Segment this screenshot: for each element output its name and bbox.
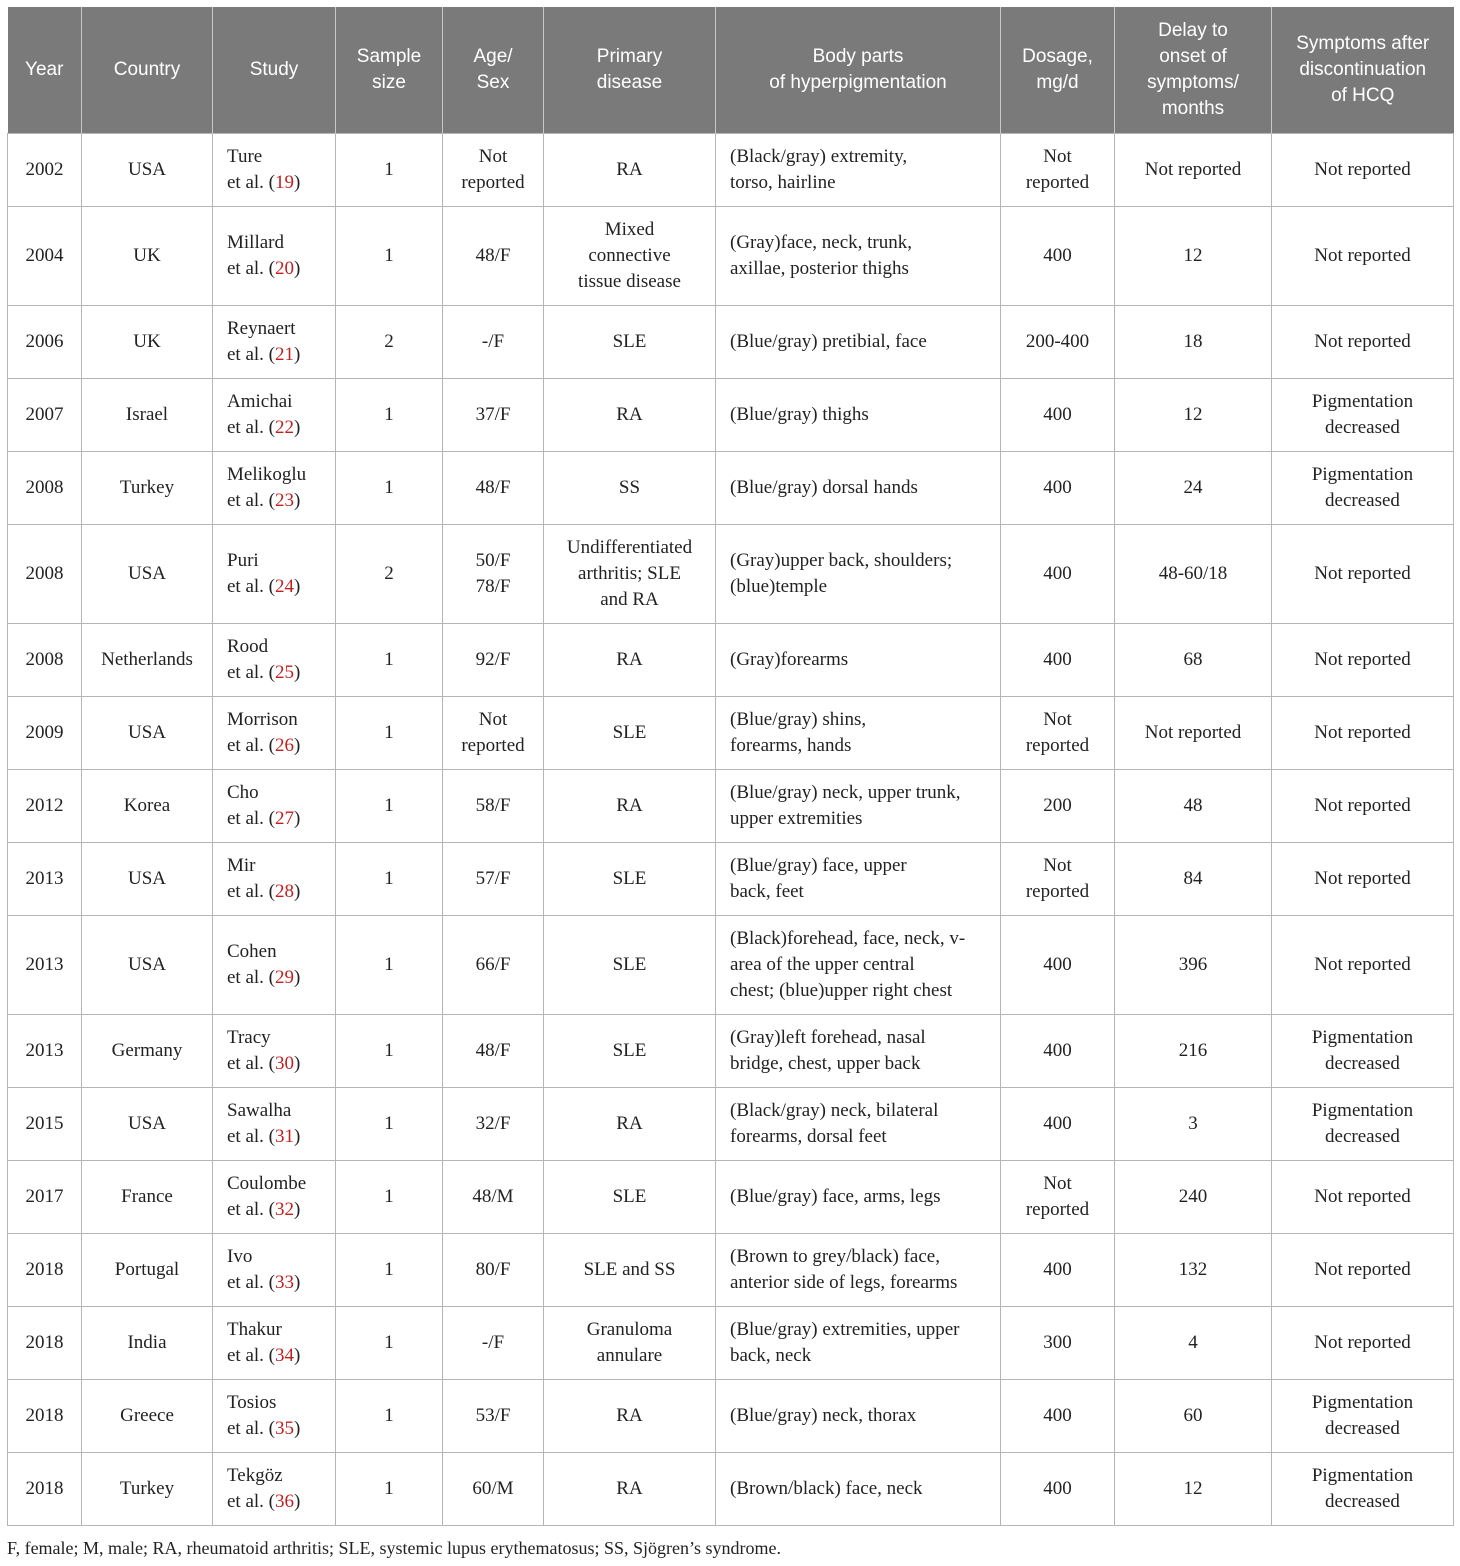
cell-dosage: 200-400	[1001, 306, 1115, 379]
cell-body-parts: (Blue/gray) face, upper back, feet	[716, 843, 1001, 916]
cell-age-sex: 48/F	[443, 1015, 544, 1088]
header-country: Country	[82, 7, 213, 134]
case-reports-table	[7, 7, 1454, 1526]
study-author: Tekgöz	[227, 1465, 283, 1486]
header-sample-size: Sample size	[336, 7, 443, 134]
study-reference-link[interactable]: 34	[275, 1345, 295, 1366]
cell-country: Greece	[82, 1380, 213, 1453]
table-row	[8, 1453, 1454, 1526]
table-row	[8, 525, 1454, 624]
study-etal-close: )	[294, 1126, 301, 1147]
table-row	[8, 624, 1454, 697]
cell-delay: 3	[1115, 1088, 1272, 1161]
study-author: Melikoglu	[227, 464, 307, 485]
header-delay: Delay to onset of symptoms/ months	[1115, 7, 1272, 134]
cell-year: 2013	[8, 916, 82, 1015]
cell-after-discontinuation: Not reported	[1272, 624, 1454, 697]
cell-delay: 12	[1115, 379, 1272, 452]
header-after-discontinuation: Symptoms after discontinuation of HCQ	[1272, 7, 1454, 134]
study-reference-link[interactable]: 22	[275, 417, 295, 438]
study-reference-link[interactable]: 26	[275, 735, 295, 756]
study-etal-close: )	[294, 1272, 301, 1293]
study-etal: et al. (	[227, 417, 276, 438]
cell-year: 2002	[8, 134, 82, 207]
cell-delay: 68	[1115, 624, 1272, 697]
cell-after-discontinuation: Not reported	[1272, 697, 1454, 770]
cell-after-discontinuation: Not reported	[1272, 306, 1454, 379]
cell-age-sex: 37/F	[443, 379, 544, 452]
cell-delay: 48-60/18	[1115, 525, 1272, 624]
cell-study	[213, 697, 336, 770]
cell-delay: 12	[1115, 1453, 1272, 1526]
cell-body-parts: (Gray)face, neck, trunk, axillae, posterior thighs	[716, 207, 1001, 306]
cell-age-sex: -/F	[443, 1307, 544, 1380]
cell-age-sex: 66/F	[443, 916, 544, 1015]
cell-body-parts: (Gray)upper back, shoulders; (blue)temple	[716, 525, 1001, 624]
cell-primary-disease: Undifferentiated arthritis; SLE and RA	[544, 525, 716, 624]
study-etal: et al. (	[227, 735, 276, 756]
table-row	[8, 1234, 1454, 1307]
cell-body-parts: (Black)forehead, face, neck, v- area of the upper central chest; (blue)upper right chest	[716, 916, 1001, 1015]
cell-sample-size: 1	[336, 1453, 443, 1526]
cell-delay: 84	[1115, 843, 1272, 916]
cell-year: 2015	[8, 1088, 82, 1161]
study-etal-close: )	[294, 1199, 301, 1220]
cell-dosage: 400	[1001, 525, 1115, 624]
cell-year: 2012	[8, 770, 82, 843]
cell-study	[213, 1307, 336, 1380]
cell-body-parts: (Brown/black) face, neck	[716, 1453, 1001, 1526]
cell-sample-size: 1	[336, 1234, 443, 1307]
study-author: Mir	[227, 855, 256, 876]
cell-delay: 24	[1115, 452, 1272, 525]
study-reference-link[interactable]: 30	[275, 1053, 295, 1074]
table-row	[8, 1380, 1454, 1453]
cell-study	[213, 379, 336, 452]
cell-body-parts: (Brown to grey/black) face, anterior side of legs, forearms	[716, 1234, 1001, 1307]
cell-delay: 12	[1115, 207, 1272, 306]
study-etal: et al. (	[227, 1199, 276, 1220]
study-etal-close: )	[294, 490, 301, 511]
header-study: Study	[213, 7, 336, 134]
study-etal: et al. (	[227, 490, 276, 511]
cell-study	[213, 306, 336, 379]
cell-sample-size: 1	[336, 624, 443, 697]
cell-after-discontinuation: Pigmentation decreased	[1272, 1453, 1454, 1526]
cell-after-discontinuation: Not reported	[1272, 843, 1454, 916]
table-row	[8, 697, 1454, 770]
study-author: Millard	[227, 232, 284, 253]
study-reference-link[interactable]: 19	[275, 172, 295, 193]
cell-country: Netherlands	[82, 624, 213, 697]
study-etal-close: )	[294, 1345, 301, 1366]
cell-after-discontinuation: Not reported	[1272, 525, 1454, 624]
study-author: Thakur	[227, 1319, 282, 1340]
cell-dosage: Not reported	[1001, 1161, 1115, 1234]
cell-dosage: 400	[1001, 1380, 1115, 1453]
study-etal: et al. (	[227, 967, 276, 988]
cell-primary-disease: RA	[544, 770, 716, 843]
cell-year: 2017	[8, 1161, 82, 1234]
cell-age-sex: 57/F	[443, 843, 544, 916]
cell-country: UK	[82, 207, 213, 306]
study-etal: et al. (	[227, 1345, 276, 1366]
header-body-parts: Body parts of hyperpigmentation	[716, 7, 1001, 134]
cell-sample-size: 1	[336, 1380, 443, 1453]
cell-sample-size: 1	[336, 134, 443, 207]
cell-primary-disease: RA	[544, 624, 716, 697]
cell-dosage: 400	[1001, 1088, 1115, 1161]
study-reference-link[interactable]: 35	[275, 1418, 295, 1439]
cell-year: 2008	[8, 624, 82, 697]
cell-after-discontinuation: Pigmentation decreased	[1272, 1380, 1454, 1453]
study-reference-link[interactable]: 20	[275, 258, 295, 279]
study-author: Cho	[227, 782, 259, 803]
cell-country: France	[82, 1161, 213, 1234]
cell-country: Turkey	[82, 452, 213, 525]
cell-country: USA	[82, 525, 213, 624]
study-etal: et al. (	[227, 662, 276, 683]
cell-year: 2013	[8, 1015, 82, 1088]
cell-after-discontinuation: Pigmentation decreased	[1272, 1088, 1454, 1161]
cell-dosage: 400	[1001, 1234, 1115, 1307]
study-author: Ture	[227, 146, 263, 167]
cell-sample-size: 1	[336, 1161, 443, 1234]
cell-after-discontinuation: Not reported	[1272, 1161, 1454, 1234]
cell-country: Turkey	[82, 1453, 213, 1526]
cell-dosage: Not reported	[1001, 134, 1115, 207]
study-etal-close: )	[294, 881, 301, 902]
cell-year: 2009	[8, 697, 82, 770]
cell-delay: 240	[1115, 1161, 1272, 1234]
cell-dosage: 300	[1001, 1307, 1115, 1380]
study-author: Sawalha	[227, 1100, 292, 1121]
cell-dosage: 400	[1001, 1453, 1115, 1526]
table-row	[8, 843, 1454, 916]
study-reference-link[interactable]: 23	[275, 490, 295, 511]
cell-delay: Not reported	[1115, 697, 1272, 770]
table-footnote: F, female; M, male; RA, rheumatoid arthritis; SLE, systemic lupus erythematosus; SS, Sjögren’s syndrome.	[7, 1538, 781, 1558]
cell-primary-disease: SS	[544, 452, 716, 525]
cell-study	[213, 1161, 336, 1234]
cell-body-parts: (Blue/gray) thighs	[716, 379, 1001, 452]
header-dosage: Dosage, mg/d	[1001, 7, 1115, 134]
cell-age-sex: 50/F 78/F	[443, 525, 544, 624]
cell-study	[213, 624, 336, 697]
cell-study	[213, 207, 336, 306]
cell-age-sex: 32/F	[443, 1088, 544, 1161]
cell-body-parts: (Gray)forearms	[716, 624, 1001, 697]
cell-delay: 48	[1115, 770, 1272, 843]
cell-year: 2008	[8, 452, 82, 525]
cell-body-parts: (Blue/gray) neck, thorax	[716, 1380, 1001, 1453]
study-etal: et al. (	[227, 258, 276, 279]
table-body	[8, 134, 1454, 1526]
cell-country: Israel	[82, 379, 213, 452]
cell-after-discontinuation: Pigmentation decreased	[1272, 379, 1454, 452]
study-author: Morrison	[227, 709, 298, 730]
cell-dosage: Not reported	[1001, 697, 1115, 770]
study-etal-close: )	[294, 344, 301, 365]
study-etal-close: )	[294, 576, 301, 597]
study-reference-link[interactable]: 36	[275, 1491, 295, 1512]
study-etal-close: )	[294, 1491, 301, 1512]
cell-study	[213, 134, 336, 207]
table-row	[8, 379, 1454, 452]
study-etal: et al. (	[227, 881, 276, 902]
cell-primary-disease: RA	[544, 1453, 716, 1526]
cell-age-sex: 48/M	[443, 1161, 544, 1234]
study-etal: et al. (	[227, 1491, 276, 1512]
study-etal-close: )	[294, 417, 301, 438]
cell-after-discontinuation: Not reported	[1272, 916, 1454, 1015]
study-etal-close: )	[294, 735, 301, 756]
study-reference-link[interactable]: 24	[275, 576, 295, 597]
cell-country: USA	[82, 843, 213, 916]
cell-sample-size: 1	[336, 916, 443, 1015]
cell-age-sex: 60/M	[443, 1453, 544, 1526]
cell-dosage: 400	[1001, 207, 1115, 306]
cell-age-sex: Not reported	[443, 697, 544, 770]
cell-after-discontinuation: Not reported	[1272, 207, 1454, 306]
cell-dosage: 400	[1001, 379, 1115, 452]
study-reference-link[interactable]: 33	[275, 1272, 295, 1293]
cell-body-parts: (Black/gray) extremity, torso, hairline	[716, 134, 1001, 207]
study-reference-link[interactable]: 27	[275, 808, 295, 829]
cell-study	[213, 1380, 336, 1453]
study-author: Reynaert	[227, 318, 296, 339]
cell-after-discontinuation: Not reported	[1272, 1307, 1454, 1380]
study-etal: et al. (	[227, 1272, 276, 1293]
cell-primary-disease: SLE	[544, 306, 716, 379]
cell-age-sex: -/F	[443, 306, 544, 379]
table-row	[8, 1161, 1454, 1234]
cell-primary-disease: SLE	[544, 916, 716, 1015]
cell-country: UK	[82, 306, 213, 379]
cell-body-parts: (Blue/gray) shins, forearms, hands	[716, 697, 1001, 770]
cell-year: 2018	[8, 1453, 82, 1526]
cell-after-discontinuation: Pigmentation decreased	[1272, 1015, 1454, 1088]
cell-sample-size: 1	[336, 207, 443, 306]
cell-country: Portugal	[82, 1234, 213, 1307]
cell-country: India	[82, 1307, 213, 1380]
study-etal: et al. (	[227, 576, 276, 597]
cell-primary-disease: Granuloma annulare	[544, 1307, 716, 1380]
study-etal-close: )	[294, 1053, 301, 1074]
cell-country: USA	[82, 916, 213, 1015]
table-row	[8, 452, 1454, 525]
study-author: Rood	[227, 636, 269, 657]
study-etal: et al. (	[227, 808, 276, 829]
cell-dosage: 400	[1001, 916, 1115, 1015]
study-etal: et al. (	[227, 1053, 276, 1074]
cell-study	[213, 916, 336, 1015]
study-etal-close: )	[294, 662, 301, 683]
cell-sample-size: 1	[336, 452, 443, 525]
study-author: Ivo	[227, 1246, 253, 1267]
study-author: Puri	[227, 550, 259, 571]
study-etal: et al. (	[227, 172, 276, 193]
table-row	[8, 134, 1454, 207]
cell-delay: 132	[1115, 1234, 1272, 1307]
header-year: Year	[8, 7, 82, 134]
cell-primary-disease: SLE	[544, 1015, 716, 1088]
cell-study	[213, 1088, 336, 1161]
cell-primary-disease: SLE	[544, 1161, 716, 1234]
cell-sample-size: 1	[336, 1088, 443, 1161]
header-age-sex: Age/ Sex	[443, 7, 544, 134]
study-reference-link[interactable]: 28	[275, 881, 295, 902]
study-author: Cohen	[227, 941, 277, 962]
cell-delay: 216	[1115, 1015, 1272, 1088]
header-primary-disease: Primary disease	[544, 7, 716, 134]
cell-sample-size: 1	[336, 770, 443, 843]
cell-sample-size: 1	[336, 1307, 443, 1380]
cell-sample-size: 1	[336, 379, 443, 452]
study-author: Coulombe	[227, 1173, 307, 1194]
cell-after-discontinuation: Not reported	[1272, 134, 1454, 207]
cell-country: USA	[82, 697, 213, 770]
cell-delay: 18	[1115, 306, 1272, 379]
cell-body-parts: (Gray)left forehead, nasal bridge, chest, upper back	[716, 1015, 1001, 1088]
cell-body-parts: (Blue/gray) extremities, upper back, neck	[716, 1307, 1001, 1380]
cell-country: Korea	[82, 770, 213, 843]
cell-study	[213, 1234, 336, 1307]
cell-primary-disease: RA	[544, 379, 716, 452]
table-row	[8, 306, 1454, 379]
cell-sample-size: 1	[336, 843, 443, 916]
cell-body-parts: (Black/gray) neck, bilateral forearms, dorsal feet	[716, 1088, 1001, 1161]
cell-year: 2018	[8, 1307, 82, 1380]
cell-age-sex: 53/F	[443, 1380, 544, 1453]
cell-country: Germany	[82, 1015, 213, 1088]
cell-study	[213, 452, 336, 525]
cell-after-discontinuation: Not reported	[1272, 1234, 1454, 1307]
cell-body-parts: (Blue/gray) face, arms, legs	[716, 1161, 1001, 1234]
cell-study	[213, 770, 336, 843]
study-reference-link[interactable]: 21	[275, 344, 295, 365]
cell-country: USA	[82, 1088, 213, 1161]
study-reference-link[interactable]: 32	[275, 1199, 295, 1220]
cell-study	[213, 1015, 336, 1088]
cell-study	[213, 525, 336, 624]
cell-after-discontinuation: Pigmentation decreased	[1272, 452, 1454, 525]
cell-body-parts: (Blue/gray) neck, upper trunk, upper extremities	[716, 770, 1001, 843]
study-reference-link[interactable]: 31	[275, 1126, 295, 1147]
study-reference-link[interactable]: 25	[275, 662, 295, 683]
cell-year: 2008	[8, 525, 82, 624]
cell-primary-disease: SLE and SS	[544, 1234, 716, 1307]
study-etal: et al. (	[227, 1418, 276, 1439]
cell-primary-disease: RA	[544, 1380, 716, 1453]
cell-primary-disease: Mixed connective tissue disease	[544, 207, 716, 306]
cell-age-sex: Not reported	[443, 134, 544, 207]
table-row	[8, 207, 1454, 306]
study-author: Tracy	[227, 1027, 271, 1048]
cell-primary-disease: RA	[544, 134, 716, 207]
cell-body-parts: (Blue/gray) pretibial, face	[716, 306, 1001, 379]
cell-dosage: 400	[1001, 624, 1115, 697]
table-row	[8, 1088, 1454, 1161]
cell-dosage: 200	[1001, 770, 1115, 843]
cell-year: 2004	[8, 207, 82, 306]
cell-delay: 60	[1115, 1380, 1272, 1453]
cell-body-parts: (Blue/gray) dorsal hands	[716, 452, 1001, 525]
cell-sample-size: 2	[336, 306, 443, 379]
cell-study	[213, 1453, 336, 1526]
cell-sample-size: 1	[336, 1015, 443, 1088]
cell-after-discontinuation: Not reported	[1272, 770, 1454, 843]
study-author: Amichai	[227, 391, 293, 412]
study-etal-close: )	[294, 258, 301, 279]
cell-delay: Not reported	[1115, 134, 1272, 207]
cell-study	[213, 843, 336, 916]
cell-country: USA	[82, 134, 213, 207]
table-row	[8, 916, 1454, 1015]
study-etal: et al. (	[227, 1126, 276, 1147]
cell-sample-size: 1	[336, 697, 443, 770]
cell-year: 2006	[8, 306, 82, 379]
study-etal-close: )	[294, 967, 301, 988]
cell-dosage: 400	[1001, 1015, 1115, 1088]
cell-year: 2007	[8, 379, 82, 452]
cell-year: 2018	[8, 1234, 82, 1307]
cell-year: 2018	[8, 1380, 82, 1453]
cell-age-sex: 80/F	[443, 1234, 544, 1307]
cell-age-sex: 48/F	[443, 452, 544, 525]
cell-age-sex: 92/F	[443, 624, 544, 697]
cell-dosage: 400	[1001, 452, 1115, 525]
header-row	[8, 7, 1454, 134]
study-etal-close: )	[294, 172, 301, 193]
study-etal-close: )	[294, 808, 301, 829]
study-etal: et al. (	[227, 344, 276, 365]
cell-year: 2013	[8, 843, 82, 916]
cell-dosage: Not reported	[1001, 843, 1115, 916]
study-etal-close: )	[294, 1418, 301, 1439]
cell-delay: 4	[1115, 1307, 1272, 1380]
cell-primary-disease: SLE	[544, 697, 716, 770]
table-row	[8, 1015, 1454, 1088]
cell-delay: 396	[1115, 916, 1272, 1015]
study-author: Tosios	[227, 1392, 277, 1413]
cell-age-sex: 48/F	[443, 207, 544, 306]
cell-primary-disease: RA	[544, 1088, 716, 1161]
cell-age-sex: 58/F	[443, 770, 544, 843]
table-row	[8, 770, 1454, 843]
cell-primary-disease: SLE	[544, 843, 716, 916]
cell-sample-size: 2	[336, 525, 443, 624]
table-row	[8, 1307, 1454, 1380]
study-reference-link[interactable]: 29	[275, 967, 295, 988]
